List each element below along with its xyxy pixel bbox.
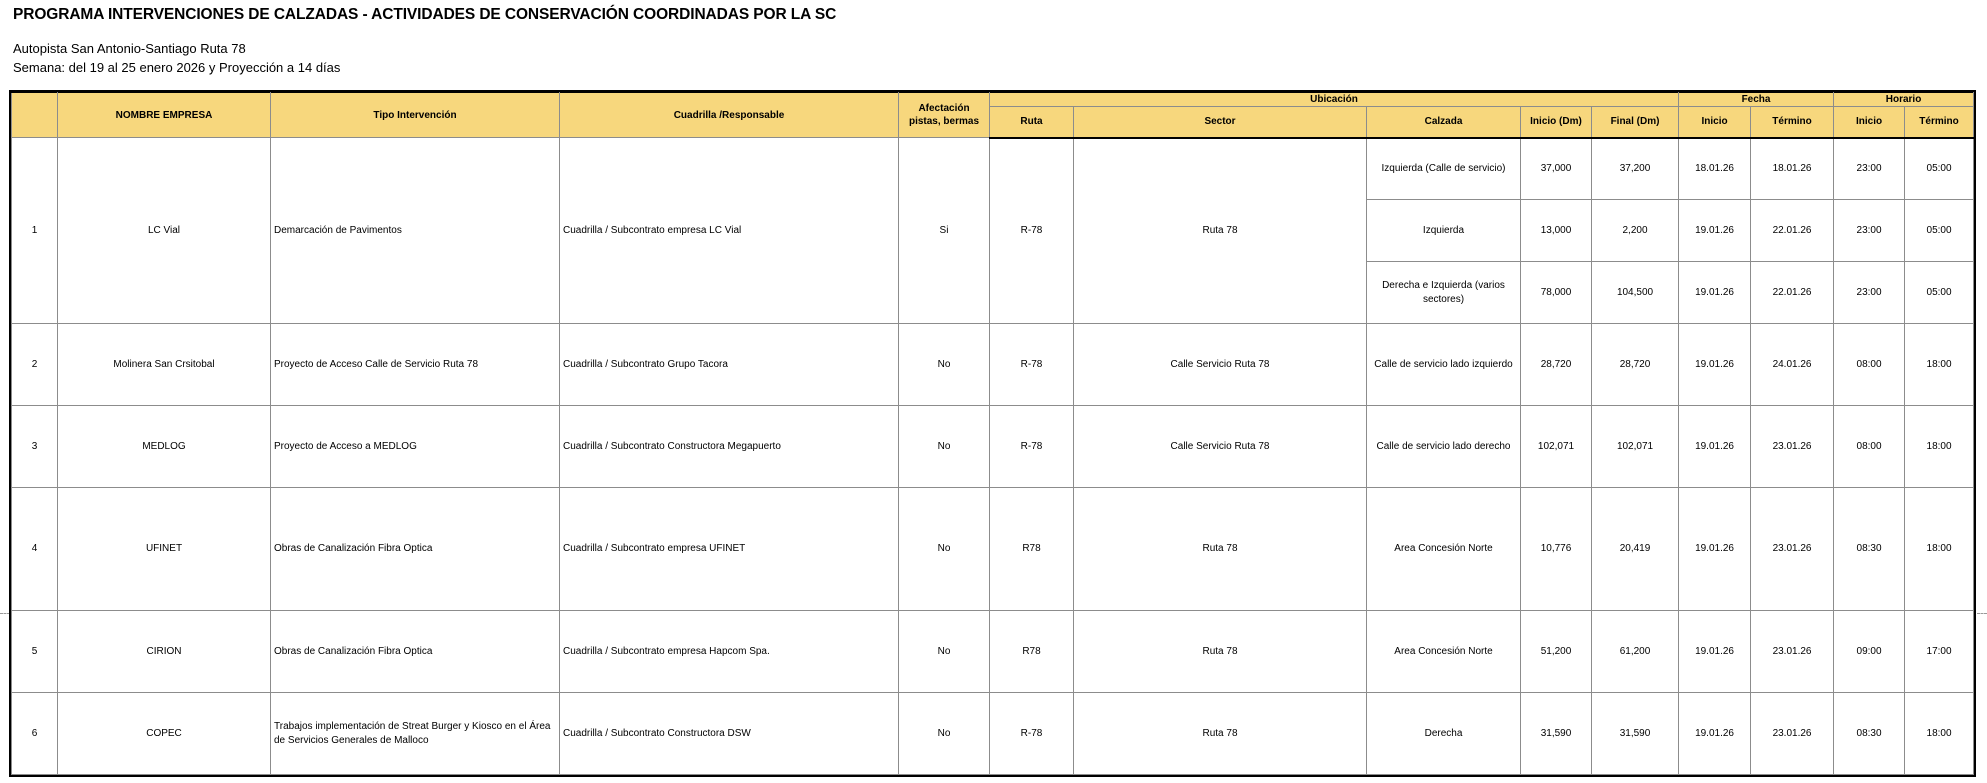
cell-inicio-dm: 102,071 [1521,406,1592,488]
cell-inicio-dm: 10,776 [1521,488,1592,611]
cell-number: 3 [12,406,58,488]
cell-ruta: R-78 [990,324,1074,406]
cell-calzada: Derecha e Izquierda (varios sectores) [1367,262,1521,324]
cell-final-dm: 61,200 [1592,611,1679,693]
cell-inicio-dm: 28,720 [1521,324,1592,406]
cell-fecha-termino: 22.01.26 [1751,262,1834,324]
cell-hora-termino: 05:00 [1905,262,1974,324]
cell-fecha-inicio: 19.01.26 [1679,693,1751,775]
header-horario: Horario [1834,93,1974,107]
cell-empresa: MEDLOG [58,406,271,488]
cell-hora-termino: 18:00 [1905,406,1974,488]
cell-final-dm: 28,720 [1592,324,1679,406]
cell-fecha-inicio: 19.01.26 [1679,488,1751,611]
cell-hora-termino: 18:00 [1905,693,1974,775]
cell-calzada: Calle de servicio lado izquierdo [1367,324,1521,406]
cell-calzada: Area Concesión Norte [1367,488,1521,611]
header-fecha-termino: Término [1751,107,1834,138]
cell-hora-termino: 17:00 [1905,611,1974,693]
cell-hora-termino: 05:00 [1905,138,1974,200]
table-row [12,138,1974,200]
interventions-table [11,92,1974,775]
cell-inicio-dm: 31,590 [1521,693,1592,775]
subtitle-highway: Autopista San Antonio-Santiago Ruta 78 [13,41,246,56]
cell-fecha-inicio: 19.01.26 [1679,406,1751,488]
cell-sector: Ruta 78 [1074,611,1367,693]
cell-afectacion: No [899,611,990,693]
cell-hora-inicio: 23:00 [1834,200,1905,262]
cell-afectacion: No [899,406,990,488]
header-empresa: NOMBRE EMPRESA [58,93,271,138]
cell-fecha-inicio: 19.01.26 [1679,324,1751,406]
header-number [12,93,58,138]
header-cuadrilla: Cuadrilla /Responsable [560,93,899,138]
subtitle-week: Semana: del 19 al 25 enero 2026 y Proyección a 14 días [13,60,341,75]
cell-fecha-termino: 23.01.26 [1751,611,1834,693]
cell-ruta: R78 [990,488,1074,611]
header-tipo: Tipo Intervención [271,93,560,138]
page-title: PROGRAMA INTERVENCIONES DE CALZADAS - ACTIVIDADES DE CONSERVACIÓN COORDINADAS POR LA SC [13,6,837,23]
header-sector: Sector [1074,107,1367,138]
header-hora-termino: Término [1905,107,1974,138]
header-fecha-inicio: Inicio [1679,107,1751,138]
cell-tipo: Trabajos implementación de Streat Burger y Kiosco en el Área de Servicios Generales de Malloco [271,693,560,775]
cell-empresa: LC Vial [58,138,271,324]
header-inicio-dm: Inicio (Dm) [1521,107,1592,138]
cell-empresa: CIRION [58,611,271,693]
cell-sector: Calle Servicio Ruta 78 [1074,406,1367,488]
cell-final-dm: 20,419 [1592,488,1679,611]
cell-afectacion: No [899,693,990,775]
cell-fecha-termino: 23.01.26 [1751,488,1834,611]
table-row [12,693,1974,775]
cell-calzada: Izquierda (Calle de servicio) [1367,138,1521,200]
cell-afectacion: Si [899,138,990,324]
table-row [12,611,1974,693]
header-hora-inicio: Inicio [1834,107,1905,138]
cell-cuadrilla: Cuadrilla / Subcontrato Constructora DSW [560,693,899,775]
cell-hora-inicio: 08:30 [1834,488,1905,611]
header-afectacion: Afectación pistas, bermas [899,93,990,138]
cell-cuadrilla: Cuadrilla / Subcontrato empresa Hapcom Spa. [560,611,899,693]
dashed-stub-right [1977,613,1987,614]
cell-fecha-inicio: 19.01.26 [1679,200,1751,262]
cell-fecha-termino: 23.01.26 [1751,693,1834,775]
cell-fecha-inicio: 18.01.26 [1679,138,1751,200]
cell-final-dm: 37,200 [1592,138,1679,200]
cell-final-dm: 104,500 [1592,262,1679,324]
interventions-table-frame [9,90,1976,777]
cell-hora-inicio: 23:00 [1834,262,1905,324]
cell-ruta: R78 [990,611,1074,693]
cell-cuadrilla: Cuadrilla / Subcontrato Grupo Tacora [560,324,899,406]
cell-tipo: Proyecto de Acceso Calle de Servicio Ruta 78 [271,324,560,406]
cell-fecha-termino: 18.01.26 [1751,138,1834,200]
header-final-dm: Final (Dm) [1592,107,1679,138]
cell-cuadrilla: Cuadrilla / Subcontrato empresa LC Vial [560,138,899,324]
cell-ruta: R-78 [990,138,1074,324]
table-row [12,488,1974,611]
cell-inicio-dm: 78,000 [1521,262,1592,324]
cell-tipo: Demarcación de Pavimentos [271,138,560,324]
cell-inicio-dm: 51,200 [1521,611,1592,693]
cell-number: 2 [12,324,58,406]
cell-calzada: Derecha [1367,693,1521,775]
cell-calzada: Izquierda [1367,200,1521,262]
cell-calzada: Calle de servicio lado derecho [1367,406,1521,488]
cell-hora-termino: 18:00 [1905,488,1974,611]
cell-sector: Calle Servicio Ruta 78 [1074,324,1367,406]
cell-final-dm: 2,200 [1592,200,1679,262]
cell-afectacion: No [899,488,990,611]
cell-empresa: UFINET [58,488,271,611]
cell-hora-inicio: 08:30 [1834,693,1905,775]
cell-final-dm: 102,071 [1592,406,1679,488]
header-ubicacion: Ubicación [990,93,1679,107]
cell-ruta: R-78 [990,693,1074,775]
cell-number: 5 [12,611,58,693]
cell-ruta: R-78 [990,406,1074,488]
cell-empresa: COPEC [58,693,271,775]
cell-inicio-dm: 13,000 [1521,200,1592,262]
cell-sector: Ruta 78 [1074,138,1367,324]
header-fecha: Fecha [1679,93,1834,107]
table-row [12,324,1974,406]
cell-fecha-inicio: 19.01.26 [1679,262,1751,324]
cell-empresa: Molinera San Crsitobal [58,324,271,406]
cell-inicio-dm: 37,000 [1521,138,1592,200]
cell-hora-inicio: 08:00 [1834,406,1905,488]
cell-number: 6 [12,693,58,775]
cell-hora-inicio: 08:00 [1834,324,1905,406]
cell-tipo: Proyecto de Acceso a MEDLOG [271,406,560,488]
cell-fecha-inicio: 19.01.26 [1679,611,1751,693]
cell-hora-inicio: 23:00 [1834,138,1905,200]
cell-fecha-termino: 24.01.26 [1751,324,1834,406]
cell-hora-termino: 05:00 [1905,200,1974,262]
cell-fecha-termino: 22.01.26 [1751,200,1834,262]
header-calzada: Calzada [1367,107,1521,138]
cell-tipo: Obras de Canalización Fibra Optica [271,611,560,693]
cell-number: 1 [12,138,58,324]
cell-afectacion: No [899,324,990,406]
cell-hora-inicio: 09:00 [1834,611,1905,693]
cell-cuadrilla: Cuadrilla / Subcontrato Constructora Megapuerto [560,406,899,488]
cell-hora-termino: 18:00 [1905,324,1974,406]
cell-sector: Ruta 78 [1074,488,1367,611]
cell-cuadrilla: Cuadrilla / Subcontrato empresa UFINET [560,488,899,611]
header-ruta: Ruta [990,107,1074,138]
cell-calzada: Area Concesión Norte [1367,611,1521,693]
cell-final-dm: 31,590 [1592,693,1679,775]
cell-fecha-termino: 23.01.26 [1751,406,1834,488]
cell-tipo: Obras de Canalización Fibra Optica [271,488,560,611]
cell-number: 4 [12,488,58,611]
table-row [12,406,1974,488]
cell-sector: Ruta 78 [1074,693,1367,775]
